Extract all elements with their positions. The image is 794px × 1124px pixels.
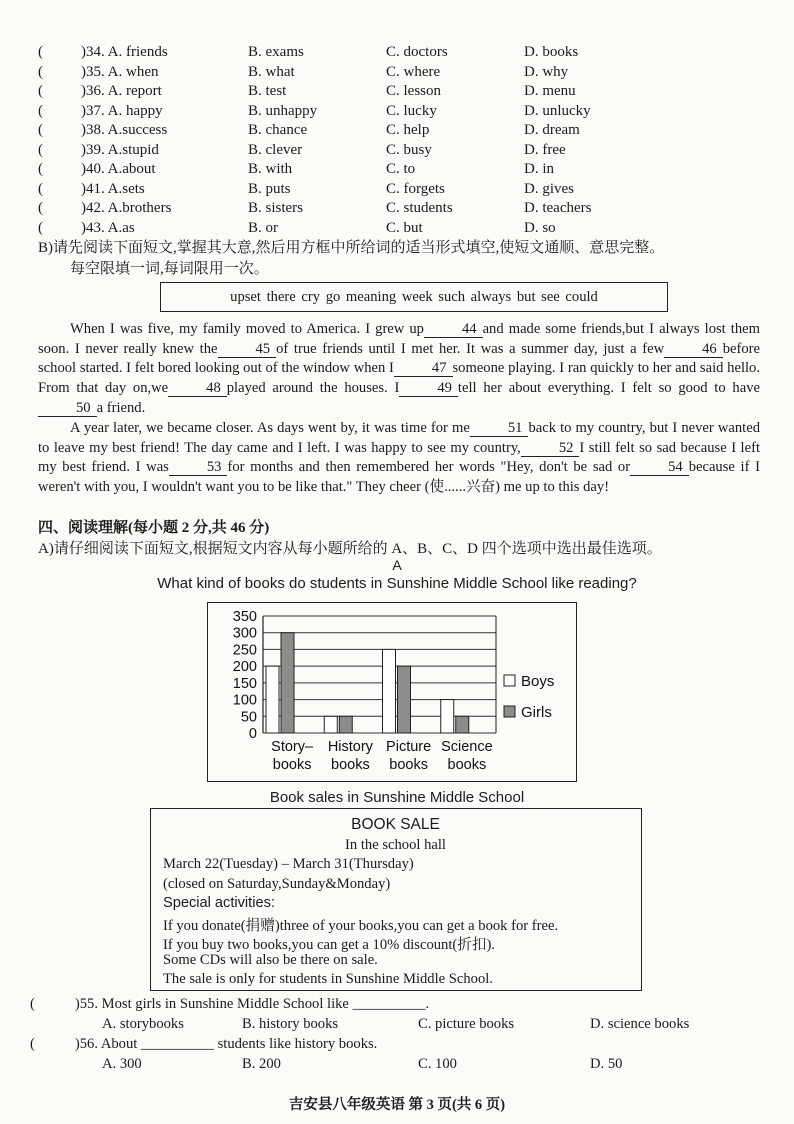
blank-51[interactable]: 51: [470, 420, 529, 437]
option-c[interactable]: C. to: [386, 161, 416, 177]
cloze-option-row: [38, 102, 778, 122]
option-d[interactable]: D. dream: [524, 122, 580, 138]
option-b[interactable]: B. or: [248, 219, 278, 236]
paren: (: [38, 102, 43, 119]
q56-option-d[interactable]: D. 50: [590, 1056, 623, 1072]
option-c[interactable]: C. but: [386, 219, 423, 236]
question-55: ( )55. Most girls in Sunshine Middle School like __________.: [30, 996, 430, 1012]
option-b[interactable]: B. exams: [248, 44, 304, 60]
bar-girls: [281, 633, 294, 733]
option-d[interactable]: D. menu: [524, 83, 576, 99]
bar-girls: [339, 716, 352, 733]
question-56: ( )56. About __________ students like history books.: [30, 1036, 378, 1052]
cloze-option-row: [38, 160, 778, 180]
cloze-option-row: [38, 43, 778, 63]
sale-location: In the school hall: [345, 837, 446, 853]
blank-50[interactable]: 50: [38, 400, 97, 417]
bar-girls: [398, 666, 411, 733]
option-b[interactable]: B. puts: [248, 180, 291, 197]
cloze-option-row: [38, 63, 778, 83]
answer-blank[interactable]: __________: [352, 996, 426, 1012]
y-tick-label: 200: [232, 659, 257, 676]
word-box: upset there cry go meaning week such always but see could: [160, 282, 668, 312]
option-d[interactable]: D. so: [524, 219, 556, 236]
bar-boys: [266, 666, 279, 733]
paren: (: [38, 161, 43, 177]
option-a[interactable]: )38. A.success: [81, 122, 168, 138]
option-b[interactable]: B. with: [248, 161, 293, 177]
q55-option-d[interactable]: D. science books: [590, 1016, 690, 1032]
sale-line-4: The sale is only for students in Sunshine Middle School.: [163, 971, 493, 987]
book-sale-notice: [150, 808, 642, 991]
q56-option-a[interactable]: A. 300: [102, 1056, 142, 1072]
option-a[interactable]: )39. A.stupid: [81, 141, 159, 158]
bar-girls: [456, 716, 469, 733]
option-a[interactable]: )35. A. when: [81, 63, 159, 80]
q55-option-c[interactable]: C. picture books: [418, 1016, 515, 1032]
passage-paragraph-2: A year later, we became closer. As days went by, it was time for me 51 back to my country, but I never wanted to leave my best friend! The day came and I left. I was happy to see my country, 52 I still felt so sad because I left my best friend. I was 53 for months and then remembered her words "Hey, don't be sad or 54 because if I weren't with you, I wouldn't want you to be like that." They cheer (使......兴奋) me up to this day!: [38, 420, 760, 496]
cloze-option-row: [38, 199, 778, 219]
paren: (: [38, 180, 43, 197]
option-b[interactable]: B. test: [248, 83, 287, 99]
section-4-instruction: A)请仔细阅读下面短文,根据短文内容从每小题所给的 A、B、C、D 四个选项中选出最佳选项。: [38, 541, 662, 557]
bar-boys: [383, 649, 396, 733]
option-c[interactable]: C. where: [386, 63, 441, 80]
section-b-instruction: B)请先阅读下面短文,掌握其大意,然后用方框中所给词的适当形式填空,使短文通顺、意思完整。: [38, 240, 665, 256]
blank-48[interactable]: 48: [168, 380, 227, 397]
chart-frame: [207, 602, 577, 782]
option-c[interactable]: C. forgets: [386, 180, 445, 197]
blank-53[interactable]: 53: [169, 459, 228, 476]
cloze-option-row: [38, 180, 778, 200]
sale-dates: March 22(Tuesday) – March 31(Thursday): [163, 856, 414, 872]
option-c[interactable]: C. doctors: [386, 44, 448, 60]
blank-52[interactable]: 52: [521, 440, 580, 457]
sale-title: BOOK SALE: [351, 816, 440, 833]
option-b[interactable]: B. what: [248, 63, 295, 80]
paren: (: [38, 122, 43, 138]
page-footer: 吉安县八年级英语 第 3 页(共 6 页): [288, 1097, 506, 1113]
q55-option-a[interactable]: A. storybooks: [102, 1016, 184, 1032]
y-tick-label: 250: [232, 642, 257, 659]
blank-49[interactable]: 49: [399, 380, 458, 397]
legend-swatch-boys: [504, 675, 515, 686]
blank-47[interactable]: 47: [394, 360, 453, 377]
chart-caption: Book sales in Sunshine Middle School: [269, 789, 525, 806]
q55-option-b[interactable]: B. history books: [242, 1016, 339, 1032]
paren: (: [38, 200, 43, 216]
blank-44[interactable]: 44: [424, 321, 483, 338]
paren: (: [38, 141, 43, 158]
sale-line-2: If you buy two books,you can get a 10% discount(折扣).: [163, 937, 495, 953]
y-tick-label: 350: [232, 609, 257, 625]
x-tick-label: books: [447, 757, 487, 773]
x-tick-label: Picture: [386, 739, 432, 755]
paren: (: [38, 219, 43, 236]
y-tick-label: 50: [240, 709, 257, 726]
option-d[interactable]: D. unlucky: [524, 102, 591, 119]
x-tick-label: History: [327, 739, 373, 755]
cloze-option-row: [38, 121, 778, 141]
option-d[interactable]: D. teachers: [524, 200, 592, 216]
section-4-heading: 四、阅读理解(每小题 2 分,共 46 分): [38, 520, 270, 536]
passage-label: A: [392, 557, 402, 573]
blank-54[interactable]: 54: [630, 459, 689, 476]
passage-paragraph-1: When I was five, my family moved to America. I grew up 44 and made some friends,but I always lost them soon. I never really knew the 45 of true friends until I met her. It was a summer day, just a few 46 before school started. I felt bored looking out of the window when I 47 someone playing. I ran quickly to her and said hello. From that day on,we 48 played around the houses. I 49 tell her about everything. I felt so good to have50 a friend.: [38, 321, 760, 416]
option-a[interactable]: )36. A. report: [81, 83, 162, 99]
option-d[interactable]: D. gives: [524, 180, 574, 197]
chart-title: What kind of books do students in Sunshine Middle School like reading?: [157, 575, 637, 592]
cloze-option-row: [38, 82, 778, 102]
option-c[interactable]: C. lucky: [386, 102, 437, 119]
x-tick-label: books: [272, 757, 312, 773]
option-c[interactable]: C. lesson: [386, 83, 442, 99]
answer-blank[interactable]: __________: [140, 1036, 214, 1052]
option-d[interactable]: D. in: [524, 161, 554, 177]
option-a[interactable]: )41. A.sets: [81, 180, 145, 197]
option-a[interactable]: )40. A.about: [81, 161, 156, 177]
section-b-instruction-2: 每空限填一词,每词限用一次。: [70, 261, 269, 277]
option-d[interactable]: D. books: [524, 44, 579, 60]
cloze-option-row: [38, 141, 778, 161]
option-a[interactable]: )37. A. happy: [81, 102, 163, 119]
y-tick-label: 300: [232, 625, 257, 642]
option-b[interactable]: B. unhappy: [248, 102, 318, 119]
x-tick-label: books: [331, 757, 370, 773]
blank-46[interactable]: 46: [664, 341, 723, 358]
bar-chart: [208, 603, 575, 780]
option-b[interactable]: B. sisters: [248, 200, 304, 216]
sale-special: Special activities:: [163, 895, 275, 911]
option-b[interactable]: B. clever: [248, 141, 303, 158]
paren: (: [38, 83, 43, 99]
option-b[interactable]: B. chance: [248, 122, 308, 138]
q56-option-b[interactable]: B. 200: [242, 1056, 281, 1072]
legend-swatch-girls: [504, 706, 515, 717]
x-tick-label: books: [389, 757, 428, 773]
bar-boys: [441, 700, 454, 733]
option-d[interactable]: D. why: [524, 63, 569, 80]
bar-boys: [324, 716, 337, 733]
option-a[interactable]: )42. A.brothers: [81, 200, 172, 216]
option-c[interactable]: C. help: [386, 122, 430, 138]
option-d[interactable]: D. free: [524, 141, 566, 158]
x-tick-label: Story–: [271, 739, 314, 755]
option-c[interactable]: C. busy: [386, 141, 432, 158]
option-a[interactable]: )43. A.as: [81, 219, 135, 236]
q56-option-c[interactable]: C. 100: [418, 1056, 457, 1072]
sale-closed: (closed on Saturday,Sunday&Monday): [163, 876, 391, 892]
option-c[interactable]: C. students: [386, 200, 453, 216]
y-tick-label: 150: [232, 675, 257, 692]
blank-45[interactable]: 45: [218, 341, 277, 358]
option-a[interactable]: )34. A. friends: [81, 44, 168, 60]
y-tick-label: 0: [248, 726, 257, 742]
paren: (: [38, 63, 43, 80]
y-tick-label: 100: [232, 692, 257, 709]
sale-line-3: Some CDs will also be there on sale.: [163, 952, 378, 968]
legend-label-girls: Girls: [521, 704, 552, 721]
legend-label-boys: Boys: [521, 673, 555, 690]
sale-line-1: If you donate(捐赠)three of your books,you can get a book for free.: [163, 918, 559, 934]
paren: (: [38, 44, 43, 60]
x-tick-label: Science: [441, 739, 493, 755]
